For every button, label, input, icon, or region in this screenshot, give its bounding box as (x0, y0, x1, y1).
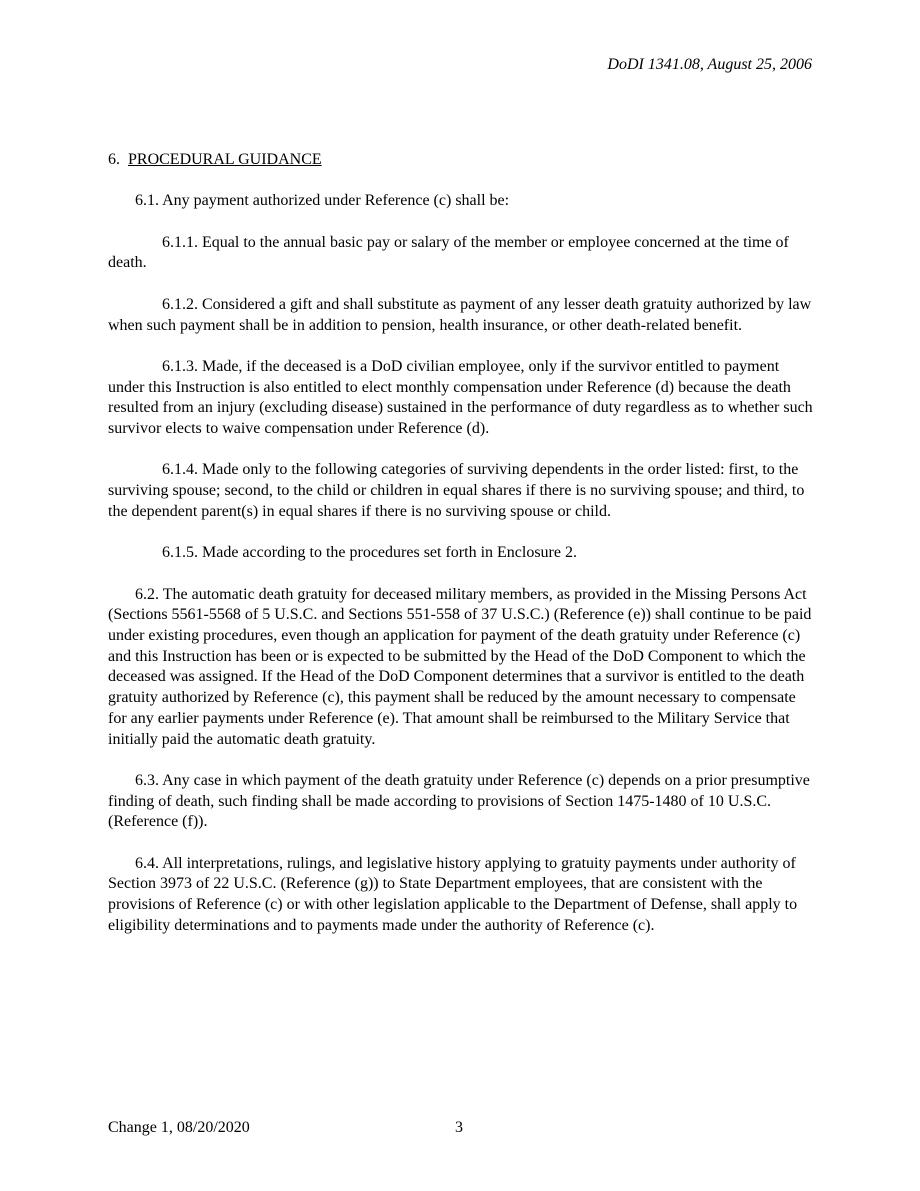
paragraph-6-1-3: 6.1.3. Made, if the deceased is a DoD civilian employee, only if the survivor entitled to payment under this Instruction is also entitled to elect monthly compensation under Reference (d) because the death resulted from an injury (excluding disease) sustained in the performance of duty regardless as to whether such survivor elects to waive compensation under Reference (d). (108, 357, 813, 438)
section-heading (108, 150, 814, 171)
paragraph-6-1-5: 6.1.5. Made according to the procedures set forth in Enclosure 2. (162, 544, 577, 562)
section-title: PROCEDURAL GUIDANCE (128, 151, 322, 168)
footer-page-number: 3 (455, 1119, 463, 1136)
paragraph-6-1-1: 6.1.1. Equal to the annual basic pay or salary of the member or employee concerned at the time of death. (108, 233, 789, 272)
document-body (108, 150, 814, 957)
paragraph-6-2: 6.2. The automatic death gratuity for deceased military members, as provided in the Missing Persons Act (Sections 5561-5568 of 5 U.S.C. and Sections 551-558 of 37 U.S.C.) (Reference (e)) shall continue to be paid under existing procedures, even though an application for payment of the death gratuity under Reference (c) and this Instruction has been or is expected to be submitted by the Head of the DoD Component to which the deceased was assigned. If the Head of the DoD Component determines that a survivor is entitled to the death gratuity authorized by Reference (c), this payment shall be reduced by the amount necessary to compensate for any earlier payments under Reference (e). That amount shall be reimbursed to the Military Service that initially paid the automatic death gratuity. (108, 585, 812, 748)
paragraph-6-1: 6.1. Any payment authorized under Reference (c) shall be: (135, 192, 510, 210)
section-number: 6. (108, 151, 120, 168)
paragraph-6-1-2: 6.1.2. Considered a gift and shall substitute as payment of any lesser death gratuity authorized by law when such payment shall be in addition to pension, health insurance, or other death-related benefit. (108, 295, 812, 334)
paragraph-6-1-4: 6.1.4. Made only to the following categories of surviving dependents in the order listed: first, to the surviving spouse; second, to the child or children in equal shares if there is no surviving spouse; and third, to the dependent parent(s) in equal shares if there is no surviving spouse or child. (108, 461, 805, 520)
document-header: DoDI 1341.08, August 25, 2006 (607, 56, 812, 73)
paragraph-6-4: 6.4. All interpretations, rulings, and legislative history applying to gratuity payments under authority of Section 3973 of 22 U.S.C. (Reference (g)) to State Department employees, that are consistent with the provisions of Reference (c) or with other legislation applicable to the Department of Defense, shall apply to eligibility determinations and to payments made under the authority of Reference (c). (108, 854, 798, 934)
paragraph-6-3: 6.3. Any case in which payment of the death gratuity under Reference (c) depends on a prior presumptive finding of death, such finding shall be made according to provisions of Section 1475-1480 of 10 U.S.C. (Reference (f)). (108, 771, 810, 831)
footer-change-note: Change 1, 08/20/2020 (108, 1119, 250, 1136)
